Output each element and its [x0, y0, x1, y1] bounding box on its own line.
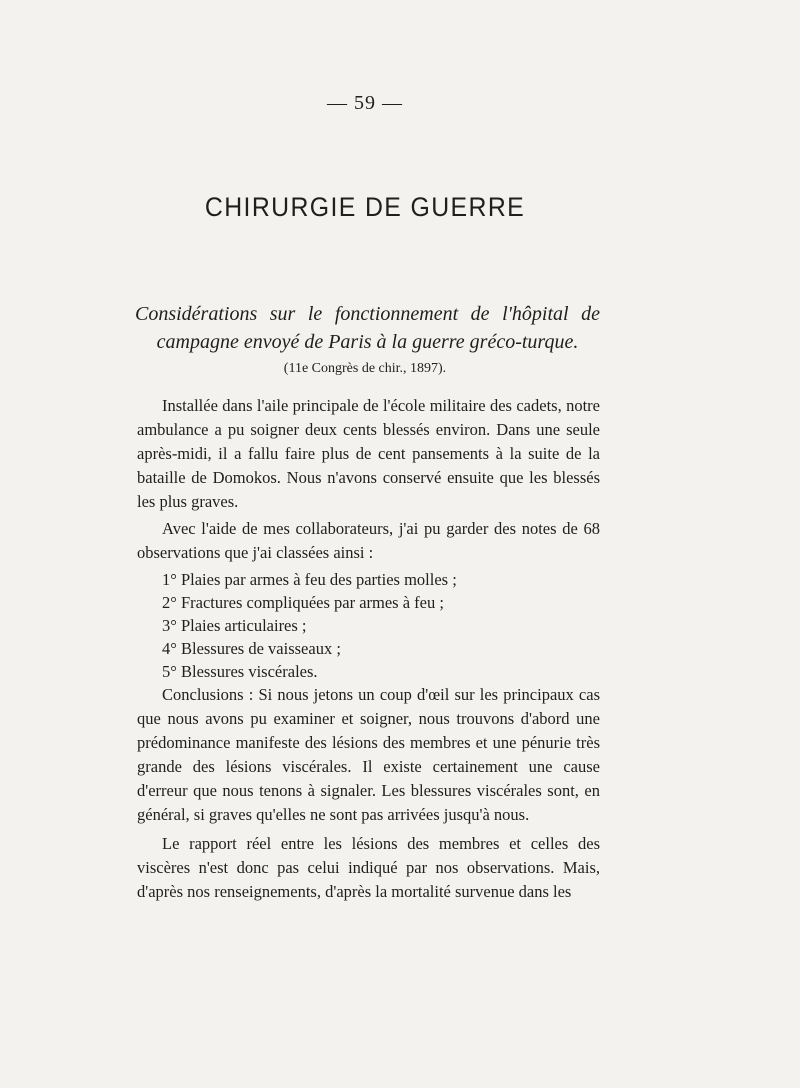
reference-note: (11e Congrès de chir., 1897).	[283, 361, 447, 376]
page-title: CHIRURGIE DE GUERRE	[204, 192, 526, 222]
paragraph-1: Installée dans l'aile principale de l'école militaire des cadets, notre ambulance a pu soigner deux cents blessés environ. Dans une seule après-midi, il a fallu faire plus de cent pansements à la suite de la bataille de Domokos. Nous n'avons conservé ensuite que les blessés les plus graves.	[137, 396, 600, 511]
list-item: 1° Plaies par armes à feu des parties molles ;	[162, 570, 457, 589]
list-item: 5° Blessures viscérales.	[162, 662, 318, 681]
observation-list	[137, 568, 600, 683]
paragraph-2: Avec l'aide de mes collaborateurs, j'ai pu garder des notes de 68 observations que j'ai classées ainsi :	[137, 519, 600, 562]
article-subtitle: Considérations sur le fonctionnement de l'hôpital de campagne envoyé de Paris à la guerre gréco-turque.	[135, 303, 600, 353]
page-number: — 59 —	[327, 92, 403, 114]
list-item: 4° Blessures de vaisseaux ;	[162, 639, 341, 658]
article-body	[137, 394, 600, 907]
paragraph-4: Le rapport réel entre les lésions des membres et celles des viscères n'est donc pas celui indiqué par nos observations. Mais, d'après nos renseignements, d'après la mortalité survenue dans les	[137, 834, 600, 901]
paragraph-3: Conclusions : Si nous jetons un coup d'œil sur les principaux cas que nous avons pu examiner et soigner, nous trouvons d'abord une prédominance manifeste des lésions des membres et une pénurie très grande des lésions viscérales. Il existe certainement une cause d'erreur que nous tenons à signaler. Les blessures viscérales sont, en général, si graves qu'elles ne sont pas arrivées jusqu'à nous.	[137, 685, 600, 824]
list-item: 3° Plaies articulaires ;	[162, 616, 307, 635]
list-item: 2° Fractures compliquées par armes à feu ;	[162, 593, 444, 612]
